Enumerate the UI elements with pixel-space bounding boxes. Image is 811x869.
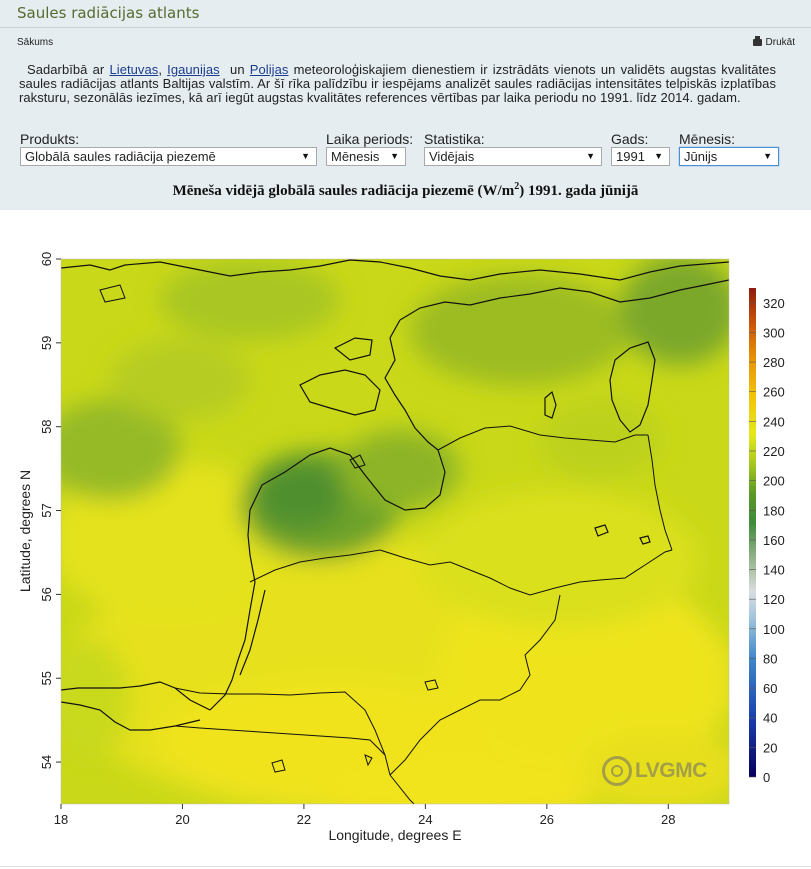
y-tick-label: 55 [39,670,54,686]
period-value: Mēnesis [331,149,380,164]
colorbar-tick-label: 40 [763,710,778,726]
chevron-down-icon: ▼ [586,151,595,161]
year-select[interactable] [611,147,670,166]
link-lithuania[interactable]: Lietuvas [109,62,159,77]
print-button[interactable] [753,37,795,48]
year-value: 1991 [616,149,645,164]
intro-text-2: meteoroloģiskajiem dienestiem ir izstrādāts vienots un validēts augstas kvalitātes saules radiācijas atlants Baltijas valstīm. Ar šī rīka palīdzību ir iespējams analizēt saules radiācijas intensitātes telpiskās izplatības raksturu, sezonālās iezīmes, kā arī iegūt augstas kvalitātes references vērtības par laika periodu no 1991. līdz 2014. gadam. [19,62,776,105]
colorbar-tick-label: 80 [763,651,778,667]
x-axis-label: Longitude, degrees E [328,827,462,843]
lvgmc-logo [602,756,707,786]
colorbar [749,288,756,777]
map-title-pre: Mēneša vidējā globālā saules radiācija piezemē (W/m [172,183,515,199]
product-value: Globālā saules radiācija piezemē [25,149,216,164]
x-tick-label: 26 [539,812,555,827]
chevron-down-icon: ▼ [654,151,663,161]
y-tick-label: 59 [39,335,54,351]
colorbar-tick-label: 240 [763,414,785,430]
intro-paragraph [19,63,776,105]
x-axis [54,804,676,827]
nav-home-link[interactable]: Sākums [17,37,54,48]
y-tick-label: 54 [39,754,54,770]
colorbar-tick-label: 220 [763,444,785,459]
intro-and: un [219,62,250,77]
lvgmc-logo-text: LVGMC [635,759,707,782]
colorbar-tick-label: 100 [763,621,785,637]
statistic-value: Vidējais [429,149,475,164]
statistic-select[interactable] [424,147,602,166]
period-label: Laika periods: [326,131,414,147]
colorbar-tick-label: 200 [763,473,785,489]
colorbar-tick-label: 280 [763,355,785,371]
y-tick-label: 57 [39,503,54,518]
period-select[interactable] [326,147,406,166]
colorbar-tick-label: 320 [763,295,785,311]
product-label: Produkts: [20,131,80,147]
header-divider [0,27,811,28]
map-title-sup: 2 [514,181,520,192]
month-label: Mēnesis: [679,131,736,147]
lvgmc-logo-icon [602,756,632,786]
y-axis [39,252,61,770]
link-estonia[interactable]: Igaunijas [167,62,220,77]
colorbar-tick-label: 140 [763,562,785,578]
colorbar-tick-label: 120 [763,592,785,608]
x-tick-label: 20 [175,812,190,827]
year-label: Gads: [611,131,649,147]
chevron-down-icon: ▼ [763,151,772,161]
colorbar-tick-label: 60 [763,681,778,697]
colorbar-tick-label: 180 [763,503,785,519]
chevron-down-icon: ▼ [390,151,399,161]
y-axis-label: Latitude, degrees N [17,469,33,593]
month-select[interactable] [679,147,779,166]
map-title-post: ) 1991. gada jūnijā [519,183,639,199]
x-tick-label: 28 [661,812,676,827]
x-tick-label: 22 [296,812,312,827]
y-tick-label: 56 [39,587,54,602]
colorbar-tick-label: 160 [763,532,785,548]
intro-comma: , [158,62,168,77]
heatmap-field [40,255,740,830]
header-panel [0,0,811,210]
colorbar-tick-label: 0 [763,770,771,785]
bottom-divider [0,866,811,867]
link-poland[interactable]: Polijas [249,62,289,77]
colorbar-tick-label: 300 [763,325,785,341]
app-title: Saules radiācijas atlants [17,4,200,22]
x-tick-label: 18 [53,812,69,827]
x-tick-label: 24 [418,812,433,827]
product-select[interactable] [20,147,317,166]
print-label: Drukāt [765,37,795,48]
chevron-down-icon: ▼ [301,151,310,161]
colorbar-tick-label: 20 [763,740,778,756]
month-value: Jūnijs [684,149,718,164]
y-tick-label: 60 [39,251,54,267]
printer-icon [753,39,762,46]
y-tick-label: 58 [39,419,54,434]
colorbar-tick-label: 260 [763,384,785,400]
statistic-label: Statistika: [424,131,485,147]
intro-text-1: Sadarbībā ar [27,62,110,77]
map-title [0,181,811,200]
